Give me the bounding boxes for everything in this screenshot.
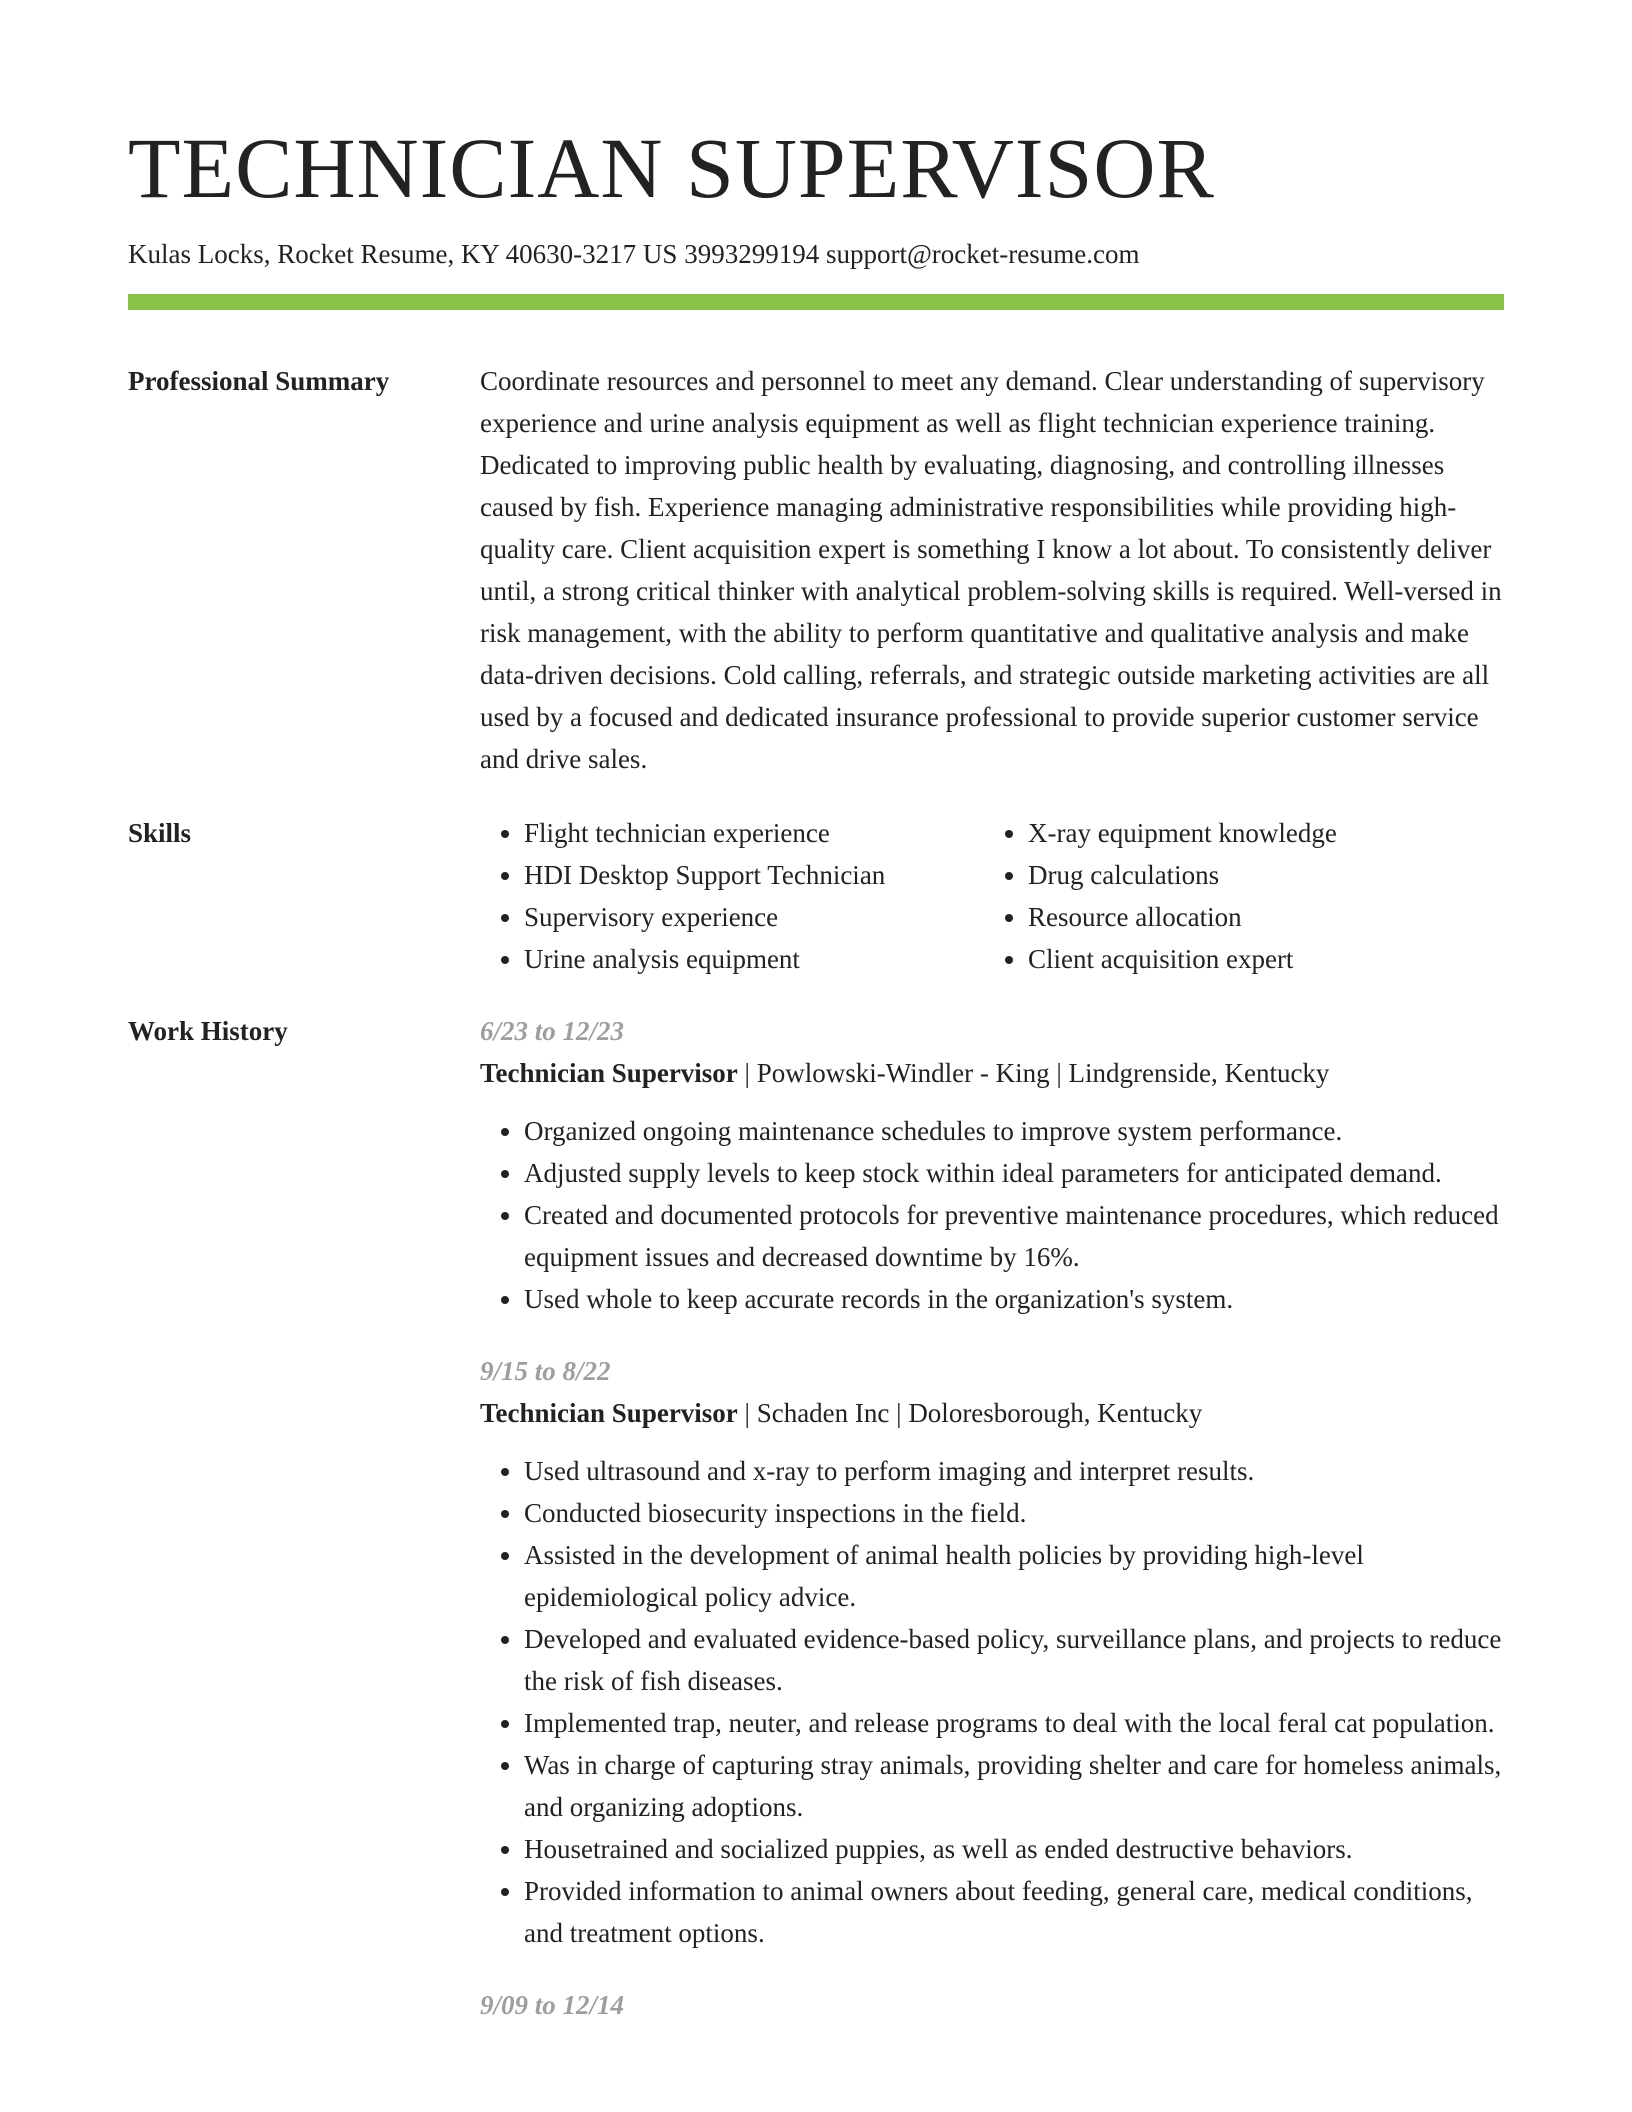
job-title: Technician Supervisor [480, 1398, 738, 1428]
job-bullet: • Developed and evaluated evidence-based policy, surveillance plans, and projects to reduce the risk of fish diseases. [524, 1618, 1504, 1702]
accent-divider [128, 294, 1504, 310]
job-bullet-list [480, 1110, 1504, 1320]
skills-section [128, 812, 1504, 980]
skill-item: • X-ray equipment knowledge [1028, 812, 1504, 854]
job-bullet: • Used ultrasound and x-ray to perform imaging and interpret results. [524, 1450, 1504, 1492]
job-title: Technician Supervisor [480, 1058, 738, 1088]
job-bullet: • Conducted biosecurity inspections in the field. [524, 1492, 1504, 1534]
job-entry [480, 1350, 1504, 1954]
section-title-skills: Skills [128, 818, 192, 848]
job-bullet: • Organized ongoing maintenance schedules to improve system performance. [524, 1110, 1504, 1152]
job-separator: | [737, 1058, 757, 1088]
job-bullet: • Assisted in the development of animal health policies by providing high-level epidemiological policy advice. [524, 1534, 1504, 1618]
summary-text: Coordinate resources and personnel to meet any demand. Clear understanding of supervisory experience and urine analysis equipment as well as flight technician experience training. Dedicated to improving public health by evaluating, diagnosing, and controlling illnesses caused by fish. Experience managing administrative responsibilities while providing high-quality care. Client acquisition expert is something I know a lot about. To consistently deliver until, a strong critical thinker with analytical problem-solving skills is required. Well-versed in risk management, with the ability to perform quantitative and qualitative analysis and make data-driven decisions. Cold calling, referrals, and strategic outside marketing activities are all used by a focused and dedicated insurance professional to provide superior customer service and drive sales. [480, 366, 1502, 774]
job-separator: | [737, 1398, 757, 1428]
skill-item: • Resource allocation [1028, 896, 1504, 938]
job-dates: 6/23 to 12/23 [480, 1016, 625, 1046]
section-title-summary: Professional Summary [128, 366, 390, 396]
job-entry [480, 1984, 1504, 2026]
section-title-work-history: Work History [128, 1016, 288, 1046]
job-dates: 9/09 to 12/14 [480, 1990, 625, 2020]
skill-item: • Drug calculations [1028, 854, 1504, 896]
job-heading-line [480, 1392, 1504, 1434]
job-separator: | [889, 1398, 909, 1428]
skill-item: • Supervisory experience [524, 896, 984, 938]
job-bullet: • Created and documented protocols for preventive maintenance procedures, which reduced equipment issues and decreased downtime by 16%. [524, 1194, 1504, 1278]
work-history-section [128, 1010, 1504, 2056]
skills-column-2 [984, 812, 1504, 980]
job-bullet: • Was in charge of capturing stray animals, providing shelter and care for homeless animals, and organizing adoptions. [524, 1744, 1504, 1828]
job-dates: 9/15 to 8/22 [480, 1356, 611, 1386]
work-history-body [480, 1010, 1504, 2056]
skill-item: • HDI Desktop Support Technician [524, 854, 984, 896]
skill-item: • Flight technician experience [524, 812, 984, 854]
job-bullet: • Adjusted supply levels to keep stock within ideal parameters for anticipated demand. [524, 1152, 1504, 1194]
job-bullet: • Used whole to keep accurate records in the organization's system. [524, 1278, 1504, 1320]
job-heading-line [480, 1052, 1504, 1094]
professional-summary-section [128, 360, 1504, 780]
skills-grid [480, 812, 1504, 980]
job-bullet: • Implemented trap, neuter, and release programs to deal with the local feral cat population. [524, 1702, 1504, 1744]
job-bullet-list [480, 1450, 1504, 1954]
skill-item: • Urine analysis equipment [524, 938, 984, 980]
skills-body [480, 812, 1504, 980]
skills-column-1 [480, 812, 984, 980]
job-location: Doloresborough, Kentucky [908, 1398, 1203, 1428]
job-separator: | [1049, 1058, 1069, 1088]
contact-line: Kulas Locks, Rocket Resume, KY 40630-3217 US 3993299194 support@rocket-resume.com [128, 239, 1140, 269]
job-bullet: • Provided information to animal owners about feeding, general care, medical conditions, and treatment options. [524, 1870, 1504, 1954]
job-bullet: • Housetrained and socialized puppies, as well as ended destructive behaviors. [524, 1828, 1504, 1870]
job-location: Lindgrenside, Kentucky [1068, 1058, 1330, 1088]
summary-body [480, 360, 1504, 780]
resume-name-heading: TECHNICIAN SUPERVISOR [128, 120, 1215, 216]
skill-item: • Client acquisition expert [1028, 938, 1504, 980]
job-company: Schaden Inc [756, 1398, 890, 1428]
job-entry [480, 1010, 1504, 1320]
job-company: Powlowski-Windler - King [756, 1058, 1050, 1088]
